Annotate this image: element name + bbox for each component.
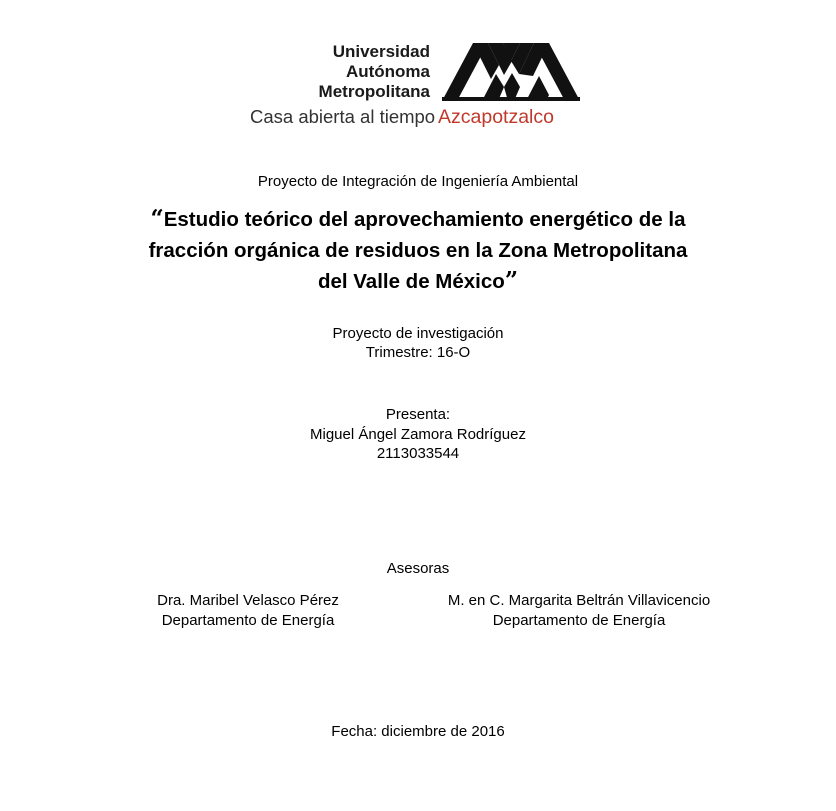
advisor-1-name: Dra. Maribel Velasco Pérez	[157, 592, 339, 609]
university-name-line-1: Universidad	[332, 42, 430, 61]
university-tagline: Casa abierta al tiempo	[250, 106, 436, 127]
campus-name: Azcapotzalco	[438, 106, 554, 128]
project-type: Proyecto de Integración de Ingeniería Ambiental	[257, 173, 579, 190]
advisor-2-name: M. en C. Margarita Beltrán Villavicencio	[447, 592, 711, 609]
advisor-2	[430, 591, 728, 631]
advisors-label: Asesoras	[386, 560, 450, 577]
university-name	[319, 42, 430, 102]
university-name-line-2: Autónoma	[345, 62, 430, 81]
trimester: Trimestre: 16-O	[365, 344, 471, 361]
document-title	[0, 204, 836, 298]
advisor-2-department: Departamento de Energía	[492, 612, 666, 629]
uam-emblem-icon	[442, 43, 580, 101]
document-date: Fecha: diciembre de 2016	[331, 723, 505, 740]
advisor-1	[140, 591, 356, 631]
presenter-label: Presenta:	[385, 406, 451, 423]
presenter-name: Miguel Ángel Zamora Rodríguez	[310, 426, 526, 443]
close-quote: ”	[504, 267, 519, 294]
university-name-line-3: Metropolitana	[318, 82, 430, 101]
title-line-2: fracción orgánica de residuos en la Zona Metropolitana	[148, 238, 688, 262]
presenter-id: 2113033544	[376, 445, 460, 462]
research-label: Proyecto de investigación	[332, 325, 504, 342]
university-logo	[248, 40, 583, 132]
title-line-3: del Valle de México	[317, 270, 505, 293]
advisor-1-department: Departamento de Energía	[161, 612, 335, 629]
title-line-1: Estudio teórico del aprovechamiento energético de la	[163, 208, 686, 231]
open-quote: “	[150, 205, 164, 232]
